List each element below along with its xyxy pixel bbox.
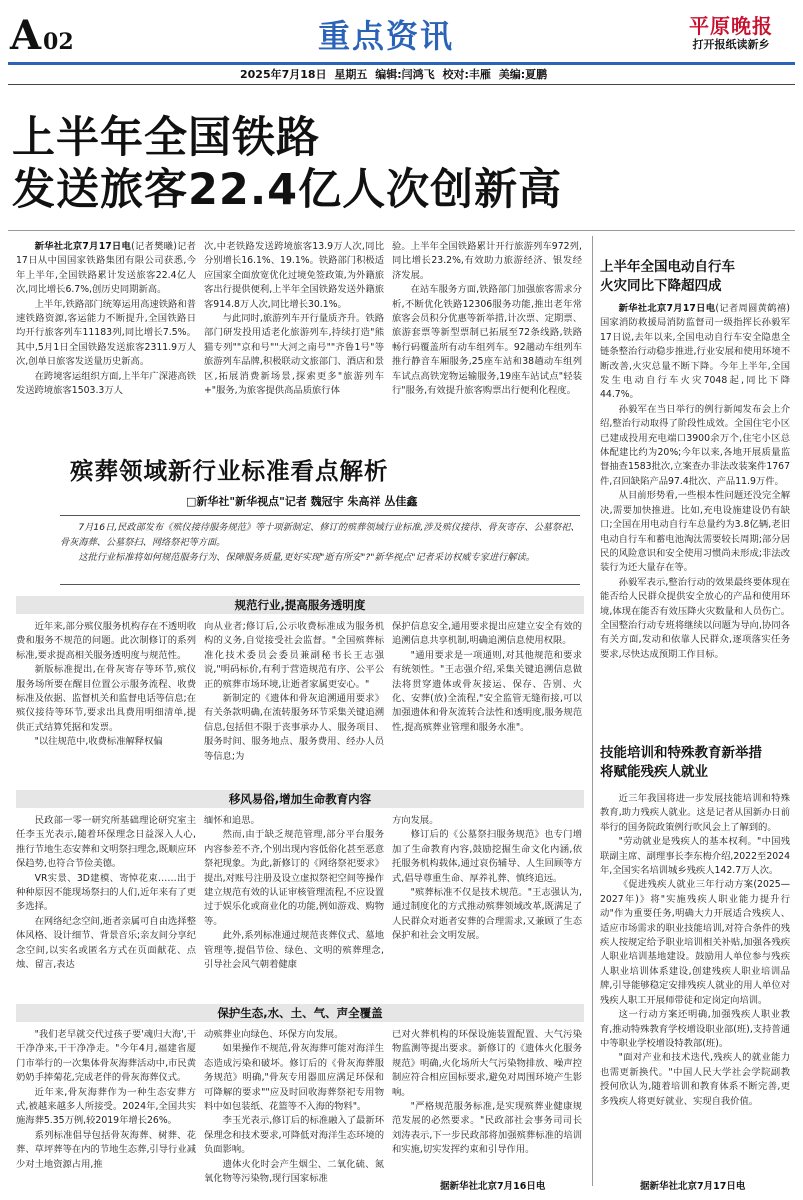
feature-lead-para: 7月16日,民政部发布《殡仪接待服务规范》等十项新制定、修订的殡葬领域行业标准,涉及殡仪接待、骨灰寄存、公墓祭祀、骨灰海葬、公墓祭扫、网络祭祀等方面。	[60, 522, 580, 548]
column-divider	[592, 236, 593, 1186]
side-story-2	[600, 744, 790, 1186]
side-story-2-title	[600, 744, 790, 782]
lead-para: 验。上半年全国铁路累计开行旅游列车972列,同比增长23.2%,有效助力旅游经济、银发经济发展。	[392, 241, 582, 281]
lead-rule-bottom	[60, 584, 580, 585]
headline-rule	[8, 230, 795, 231]
lead-para: 与此同时,旅游列车开行量质齐升。铁路部门研发投用适老化旅游列车,持续打造"熊猫专列""京和号""大河之南号""齐鲁1号"等旅游列车品牌,积极联动文旅部门、酒店和景区,拓展消费新场景,探索更多"旅游列车+"服务,为旅客提供高品质旅行体	[204, 313, 384, 397]
lead-para: 新华社北京7月17日电(记者樊曦)记者17日从中国国家铁路集团有限公司获悉,今年上半年,全国铁路累计发送旅客22.4亿人次,同比增长6.7%,创历史同期新高。	[16, 241, 196, 296]
lead-col-3	[392, 240, 582, 398]
feature-para: 近年来,部分殡仪服务机构存在不透明收费和服务不规范的问题。此次制修订的系列标准,要求提高相关服务透明度与规范性。	[16, 621, 196, 661]
feature-para: 动殡葬业向绿色、环保方向发展。	[204, 1029, 344, 1040]
lead-para: 在站车服务方面,铁路部门加强旅客需求分析,不断优化铁路12306服务功能,推出老年常旅客会员积分优惠等新举措,计次票、定期票、旅游套票等新型票制已拓展至72条线路,铁路畅行码覆盖所有动车组列车。92趟动车组列车推行静音车厢服务,25座车站和38趟动车组列车试点高铁宠物运输服务,19座车站试点"轻装行"服务,有效提升旅客购票出行便利化程度。	[392, 284, 582, 397]
feature-para: "通用要求是一项通则,对其他规范和要求有统领性。"王志强介绍,采集关键追溯信息做法将贯穿遗体或骨灰接运、保存、告别、火化、安葬(放)全流程,"安全监管无缝衔接,可以加强遗体和骨灰流转合法性和透明度,服务规范性,提高殡葬业管理和服务水准"。	[392, 649, 582, 733]
feature-lead-para: 这批行业标准将如何规范服务行为、保障服务质量,更好实现"逝有所安"?"新华视点"记者采访权威专家进行解读。	[78, 552, 535, 563]
side-story-1-title	[600, 258, 790, 296]
side-title-line: 火灾同比下降超四成	[600, 278, 722, 294]
side-para: 新华社北京7月17日电(记者周圆黄鹤禧)国家消防救援局消防监督司一级指挥长孙毅军17日说,去年以来,全国电动自行车安全隐患全链条整治行动稳步推进,行业安展和使用环境不断改善,火灾总量不断下降。今年上半年,全国发生电动自行车火灾7048起,同比下降44.7%。	[600, 303, 790, 401]
feature-para: 系列标准倡导包括骨灰海葬、树葬、花葬、草坪葬等在内的节地生态葬,引导行业减少对土地资源占用,推	[16, 1129, 196, 1170]
feature-s2-col-1	[16, 814, 196, 1004]
header-rule-thin	[8, 84, 795, 85]
logo-name: 平原晚报	[689, 14, 773, 38]
feature-para: "严格规范服务标准,是实现殡葬业健康规范发展的必然要求。"民政部社会事务司司长刘涛表示,下一步民政部将加强殡葬标准的培训和实施,切实发挥约束和引导作用。	[392, 1101, 582, 1156]
side-para: "劳动就业是残疾人的基本权利。"中国残联副主席、副理事长李东梅介绍,2022至2024年,全国实名培训城乡残疾人142.7万人次。	[600, 836, 790, 877]
side-para: 这一行动方案还明确,加强残疾人职业教育,推动特殊教育学校增设职业部(班),支持普通中等职业学校增设特教部(班)。	[600, 1009, 790, 1049]
lead-headline	[12, 112, 562, 216]
page-number: A02	[10, 12, 74, 59]
feature-para: 李玉光表示,修订后的标准融入了最新环保理念和技术要求,可降低对海洋生态环境的负面影响。	[204, 1115, 384, 1156]
feature-subhead: 规范行业,提高服务透明度	[16, 596, 584, 614]
side-para: 《促进残疾人就业三年行动方案(2025—2027年)》将"实施残疾人职业能力提升行动"作为重要任务,明确大力开展适合残疾人、适应市场需求的职业技能培训,对符合条件的残疾人按规定给予职业培训相关补贴,加强各残疾人职业培训基地建设。鼓励用人单位参与残疾人职业培训体系建设,创建残疾人职业培训品牌,引导能够稳定安排残疾人就业的用人单位对残疾人职工开展师带徒和定岗定向培训。	[600, 879, 790, 1006]
feature-para: 遗体火化时会产生烟尘、二氧化硫、氮氧化物等污染物,现行国家标准	[204, 1158, 384, 1185]
side-para: 从目前形势看,一些根本性问题还没完全解决,需要加快推进。比如,充电设施建设仍有缺口;全国在用电动自行车总量约为3.8亿辆,老旧电动自行车和蓄电池淘汰需要较长周期;部分居民的风险意识和安全使用习惯尚未形成;非法改装行为还大量存在等。	[600, 490, 790, 574]
feature-para: 近年来,骨灰海葬作为一种生态安葬方式,被越来越多人所接受。2024年,全国共实施海葬5.35万例,较2019年增长26%。	[16, 1086, 196, 1127]
feature-subhead: 保护生态,水、土、气、声全覆盖	[16, 1004, 584, 1022]
lead-rule-top	[60, 515, 580, 516]
side-para: 近三年我国将进一步发展技能培训和特殊教育,助力残疾人就业。这是记者从国新办日前举行的国务院政策例行吹风会上了解到的。	[600, 793, 790, 833]
feature-para: 已对火葬机构的环保设施装置配置、大气污染物监测等提出要求。新修订的《遗体火化服务规范》明确,火化场所大气污染物排放、噪声控制应符合相应国标要求,避免对周围环境产生影响。	[392, 1029, 582, 1098]
feature-s3-col-2	[204, 1028, 384, 1194]
side-story-1	[600, 258, 790, 662]
feature-lead	[60, 520, 580, 565]
feature-para: VR实景、3D建模、寄悼花束……出于种种原因不能现场祭扫的人们,近年来有了更多选择。	[16, 872, 196, 913]
feature-para: 方向发展。	[392, 815, 439, 826]
headline-line-1: 上半年全国铁路	[12, 113, 320, 163]
lead-para: 上半年,铁路部门统筹运用高速铁路和普速铁路资源,客运能力不断提升,全国铁路日均开行旅客列车11183列,同比增长7.5%。其中,5月1日全国铁路发送旅客2311.9万人次,创单日旅客发送量历史新高。	[16, 298, 196, 368]
feature-s1-col-3	[392, 620, 582, 782]
feature-para: 然而,由于缺乏规范管理,部分平台服务内容参差不齐,个别出现内容低俗化甚至恶意祭祀现象。为此,新修订的《网络祭祀要求》提出,对账号注册及设立虚拟祭祀空间等操作建立规范有效的认证审核管理流程,不应设置过于娱乐化或商业化的功能,例如游戏、购物等。	[204, 829, 384, 927]
feature-s3-col-3	[392, 1028, 582, 1178]
feature-para: 保护信息安全,通用要求提出应建立安全有效的追溯信息共享机制,明确追溯信息使用权限。	[392, 621, 582, 647]
side-para: 孙毅军表示,整治行动的效果最终要体现在能否给人民群众提供安全放心的产品和使用环境,体现在能否有效压降火灾数量和人员伤亡。全国整治行动专班将继续以问题为导向,协同各有关方面,发动和依靠人民群众,逐项落实任务要求,尽快达成预期工作目标。	[600, 576, 790, 660]
feature-para: "以往规范中,收费标准解释权偏	[34, 736, 163, 748]
side-para: 孙毅军在当日举行的例行新闻发布会上介绍,整治行动取得了阶段性成效。全国住宅小区已建成投用充电端口3900余万个,住宅小区总体配建比约为20%;今年以来,各地开展质量监督抽查1583批次,立案查办非法改装案件1767件,召回缺陷产品97.4批次、产品11.9万件。	[600, 403, 790, 487]
side-title-line: 上半年全国电动自行车	[600, 259, 735, 275]
headline-line-2: 发送旅客22.4亿人次创新高	[12, 165, 563, 215]
lead-para: 在跨境客运组织方面,上半年广深港高铁发送跨境旅客1503.3万人	[16, 370, 196, 397]
feature-s1-col-1	[16, 620, 196, 782]
lead-para: 次,中老铁路发送跨境旅客13.9万人次,同比分别增长16.1%、19.1%。铁路部门积极适应国家全面放宽优化过境免签政策,为外籍旅客出行提供便利,上半年全国铁路发送外籍旅客914.8万人次,同比增长30.1%。	[204, 241, 384, 310]
logo-slogan: 打开报纸读新乡	[692, 38, 770, 51]
feature-s1-col-2	[204, 620, 384, 782]
side-credit: 据新华社北京7月17日电	[640, 1181, 746, 1192]
feature-byline: □新华社"新华视点"记者 魏冠宇 朱高祥 丛佳鑫	[186, 495, 418, 508]
feature-para: 修订后的《公墓祭扫服务规范》也专门增加了生命教育内容,鼓励挖掘生命文化内涵,依托服务机构载体,通过哀伤辅导、人生回顾等方式,倡导尊重生命、厚养礼葬、慎终追远。	[392, 829, 582, 884]
feature-para: 在网络纪念空间,逝者亲属可自由选择整体风格、设计细节、背景音乐;亲友间分享纪念空间,以实名或匿名方式在页面献花、点烛、留言,表达	[16, 915, 196, 971]
feature-para: 此外,系列标准通过规范丧葬仪式、墓地管理等,提倡节俭、绿色、文明的殡葬理念,引导社会风气朝着健康	[204, 930, 384, 971]
feature-credit: 据新华社北京7月16日电	[440, 1181, 546, 1192]
side-title-line: 将赋能残疾人就业	[600, 764, 708, 780]
feature-subhead: 移风易俗,增加生命教育内容	[16, 790, 584, 808]
feature-title: 殡葬领域新行业标准看点解析	[70, 457, 389, 485]
feature-para: 如果操作不规范,骨灰海葬可能对海洋生态造成污染和破坏。修订后的《骨灰海葬服务规范》明确,"骨灰专用器皿应满足环保和可降解的要求""应及时回收海葬祭祀专用物料中如包装纸、花篮等不入海的物料"。	[204, 1043, 384, 1113]
feature-para: 向从业者;修订后,公示收费标准成为服务机构的义务,自觉接受社会监督。"全国殡葬标准化技术委员会委员兼副秘书长王志强说,"明码标价,有利于营造规范有序、公平公正的殡葬市场环境,让逝者家属更安心。"	[204, 621, 384, 690]
feature-para: 新制定的《遗体和骨灰追溯通用要求》有关条款明确,在流转服务环节采集关键追溯信息,包括但不限于丧事承办人、服务项目、服务时间、服务地点、服务费用、经办人员等信息;为	[204, 693, 384, 762]
lead-col-1	[16, 240, 196, 398]
feature-para: "殡葬标准不仅是技术规范。"王志强认为,通过制度化的方式推动殡葬领域改革,既满足了人民群众对逝者安葬的合理需求,又兼顾了生态保护和社会文明发展。	[392, 887, 582, 942]
header-rule	[8, 62, 795, 65]
side-para: "面对产业和技术迭代,残疾人的就业能力也需更新换代。"中国人民大学社会学院副教授何欣认为,随着培训和教育体系不断完善,更多残疾人将更好就业、实现自我价值。	[600, 1052, 790, 1107]
feature-para: 民政部一零一研究所基础理论研究室主任李玉光表示,随着环保理念日益深入人心,推行节地生态安葬和文明祭扫理念,既顺应环保趋势,也符合节俭美德。	[16, 815, 196, 870]
feature-para: "我们老早就交代过孩子要'魂归大海',干干净净来,干干净净走。"今年4月,福建省厦门市举行的一次集体骨灰海葬活动中,市民黄奶奶手捧菊花,完成老伴的骨灰海葬仪式。	[16, 1029, 196, 1084]
side-title-line: 技能培训和特殊教育新举措	[600, 745, 762, 761]
feature-s2-col-3	[392, 814, 582, 1004]
issue-dateline: 2025年7月18日 星期五 编辑:闫鸿飞 校对:丰雁 美编:夏鹏	[240, 68, 548, 81]
lead-col-2	[204, 240, 384, 398]
section-title: 重点资讯	[318, 17, 455, 55]
feature-para: 新版标准提出,在骨灰寄存等环节,殡仪服务场所要在醒目位置公示服务流程、收费标准及依据、监督机关和监督电话等信息;在殡仪接待等环节,要求出具费用明细清单,提供正式结算凭据和发票。	[16, 664, 196, 733]
feature-s3-col-1	[16, 1028, 196, 1194]
feature-s2-col-2	[204, 814, 384, 1004]
newspaper-logo	[672, 14, 790, 52]
feature-para: 缅怀和追思。	[204, 815, 260, 826]
